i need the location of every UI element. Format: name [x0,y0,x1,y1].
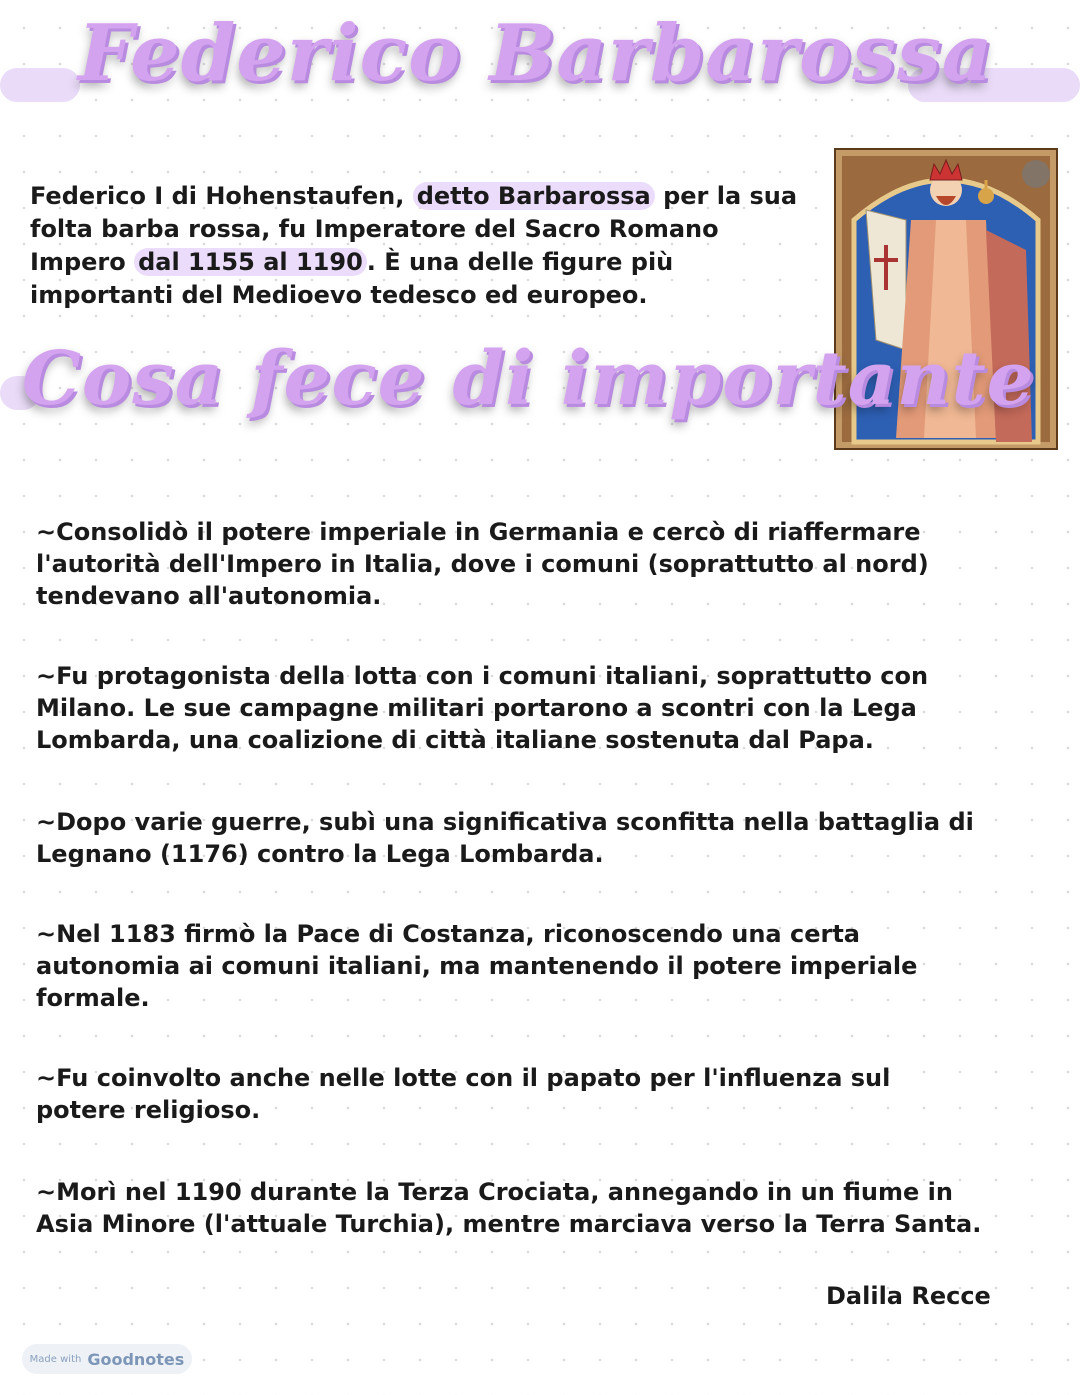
goodnotes-badge [22,1344,192,1374]
list-item: ~Nel 1183 firmò la Pace di Costanza, riconoscendo una certa autonomia ai comuni italiani, ma mantenendo il potere imperiale formale. [36,920,918,1012]
intro-highlight-1: detto Barbarossa [413,182,655,210]
intro-highlight-2: dal 1155 al 1190 [134,248,367,276]
goodnotes-logo: Goodnotes [87,1349,185,1369]
list-item: ~Dopo varie guerre, subì una significativa sconfitta nella battaglia di Legnano (1176) contro la Lega Lombarda. [36,808,974,868]
author-signature: Dalila Recce [826,1282,991,1310]
list-item: ~Morì nel 1190 durante la Terza Crociata, annegando in un fiume in Asia Minore (l'attuale Turchia), mentre marciava verso la Terra Santa. [36,1178,982,1238]
list-item: ~Consolidò il potere imperiale in Germania e cercò di riaffermare l'autorità dell'Impero in Italia, dove i comuni (soprattutto al nord) tendevano all'autonomia. [36,518,929,610]
section-title: Cosa fece di importante [22,336,1035,422]
intro-text-2: per la sua folta barba rossa, fu Imperatore del Sacro Romano Impero [30,182,798,276]
page-title: Federico Barbarossa [78,8,994,99]
list-item: ~Fu protagonista della lotta con i comuni italiani, soprattutto con Milano. Le sue campagne militari portarono a scontri con la Lega Lombarda, una coalizione di città italiane sostenuta dal Papa. [36,662,929,754]
intro-text-1: Federico I di Hohenstaufen, [30,182,413,210]
made-with-label: Made with [29,1353,82,1365]
list-item: ~Fu coinvolto anche nelle lotte con il papato per l'influenza sul potere religioso. [36,1064,891,1124]
intro-paragraph [30,180,820,312]
intro-text-3: . È una delle figure più importanti del Medioevo tedesco ed europeo. [30,248,674,309]
title-bar-left [0,68,80,102]
